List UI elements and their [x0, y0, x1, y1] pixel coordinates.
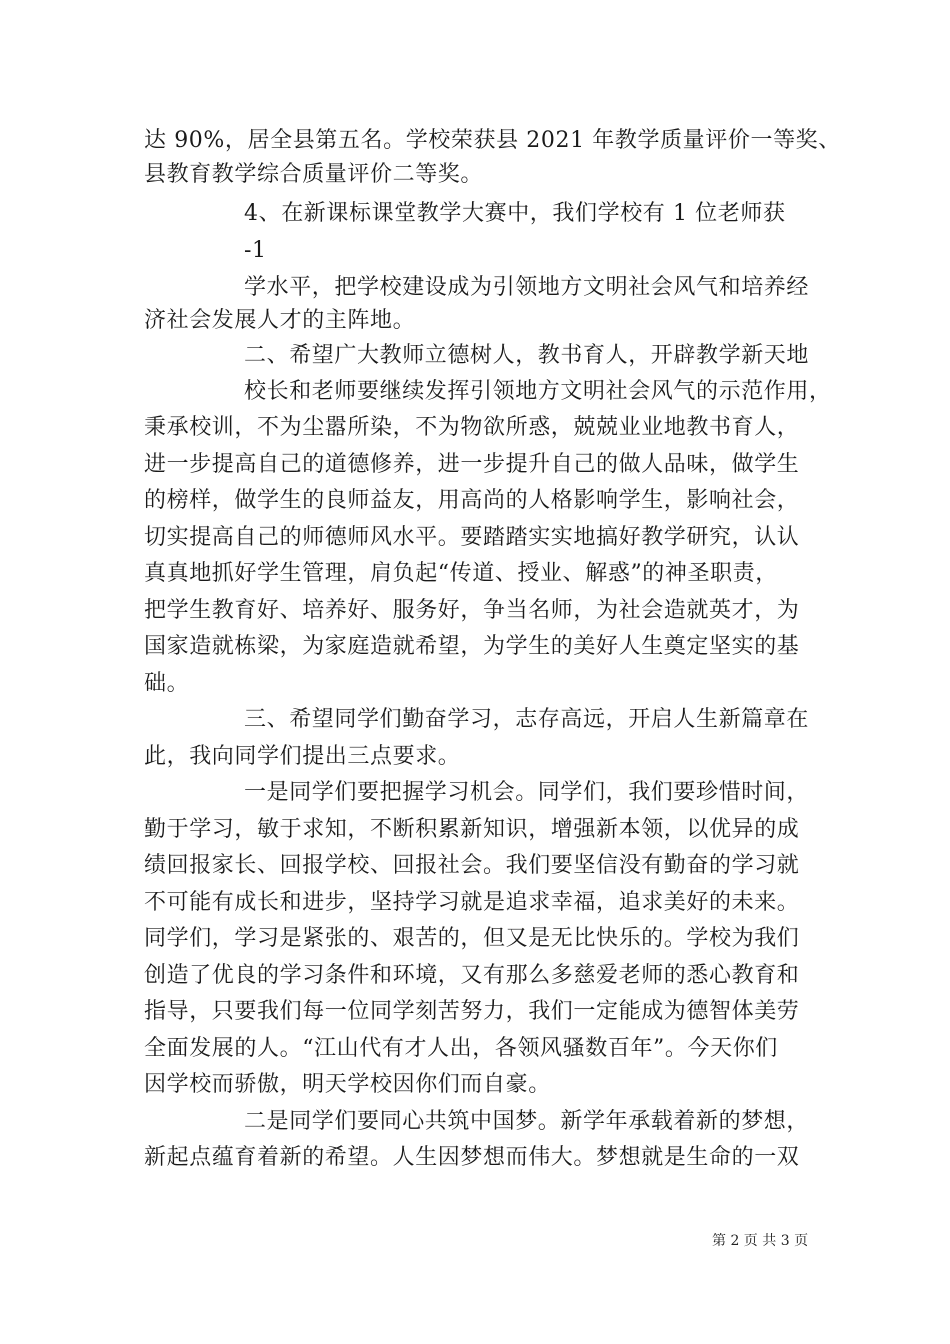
text-line-23: 同学们，学习是紧张的、艰苦的，但又是无比快乐的。学校为我们: [144, 926, 800, 951]
text-line-13: 真真地抓好学生管理，肩负起“传道、授业、解惑”的神圣职责，: [144, 561, 778, 586]
text-line-25: 指导，只要我们每一位同学刻苦努力，我们一定能成为德智体美劳: [144, 999, 800, 1024]
text-line-2: 县教育教学综合质量评价二等奖。: [144, 162, 484, 187]
text-line-6: 济社会发展人才的主阵地。: [144, 308, 416, 333]
text-line-27: 因学校而骄傲，明天学校因你们而自豪。: [144, 1072, 551, 1097]
text-line-20: 勤于学习，敏于求知，不断积累新知识，增强新本领，以优异的成: [144, 817, 800, 842]
text-line-7: 二、希望广大教师立德树人，教书育人，开辟教学新天地: [244, 343, 810, 368]
text-line-21: 绩回报家长、回报学校、回报社会。我们要坚信没有勤奋的学习就: [144, 853, 800, 878]
text-line-10: 进一步提高自己的道德修养，进一步提升自己的做人品味，做学生: [144, 452, 800, 477]
text-line-1: 达 90%，居全县第五名。学校荣获县 2021 年教学质量评价一等奖、: [144, 128, 841, 153]
text-line-4: -1: [244, 238, 267, 263]
text-line-11: 的榜样，做学生的良师益友，用高尚的人格影响学生，影响社会，: [144, 488, 800, 513]
text-line-28: 二是同学们要同心共筑中国梦。新学年承载着新的梦想，: [244, 1109, 810, 1134]
text-line-29: 新起点蕴育着新的希望。人生因梦想而伟大。梦想就是生命的一双: [144, 1145, 800, 1170]
text-line-15: 国家造就栋梁，为家庭造就希望，为学生的美好人生奠定坚实的基: [144, 634, 800, 659]
text-line-17: 三、希望同学们勤奋学习，志存高远，开启人生新篇章在: [244, 707, 810, 732]
page-number-footer: 第 2 页 共 3 页: [712, 1233, 809, 1249]
text-line-14: 把学生教育好、培养好、服务好，争当名师，为社会造就英才，为: [144, 598, 800, 623]
text-line-16: 础。: [144, 671, 190, 696]
text-line-9: 秉承校训，不为尘嚣所染，不为物欲所惑，兢兢业业地教书育人，: [144, 415, 800, 440]
text-line-8: 校长和老师要继续发挥引领地方文明社会风气的示范作用，: [244, 379, 832, 404]
text-line-12: 切实提高自己的师德师风水平。要踏踏实实地搞好教学研究，认认: [144, 525, 800, 550]
text-line-3: 4、在新课标课堂教学大赛中，我们学校有 1 位老师获: [244, 201, 786, 226]
text-line-19: 一是同学们要把握学习机会。同学们，我们要珍惜时间，: [244, 780, 810, 805]
text-line-24: 创造了优良的学习条件和环境，又有那么多慈爱老师的悉心教育和: [144, 963, 800, 988]
text-line-18: 此，我向同学们提出三点要求。: [144, 744, 461, 769]
text-line-26: 全面发展的人。“江山代有才人出，各领风骚数百年”。今天你们: [144, 1036, 778, 1061]
text-line-22: 不可能有成长和进步，坚持学习就是追求幸福，追求美好的未来。: [144, 890, 800, 915]
text-line-5: 学水平，把学校建设成为引领地方文明社会风气和培养经: [244, 275, 810, 300]
